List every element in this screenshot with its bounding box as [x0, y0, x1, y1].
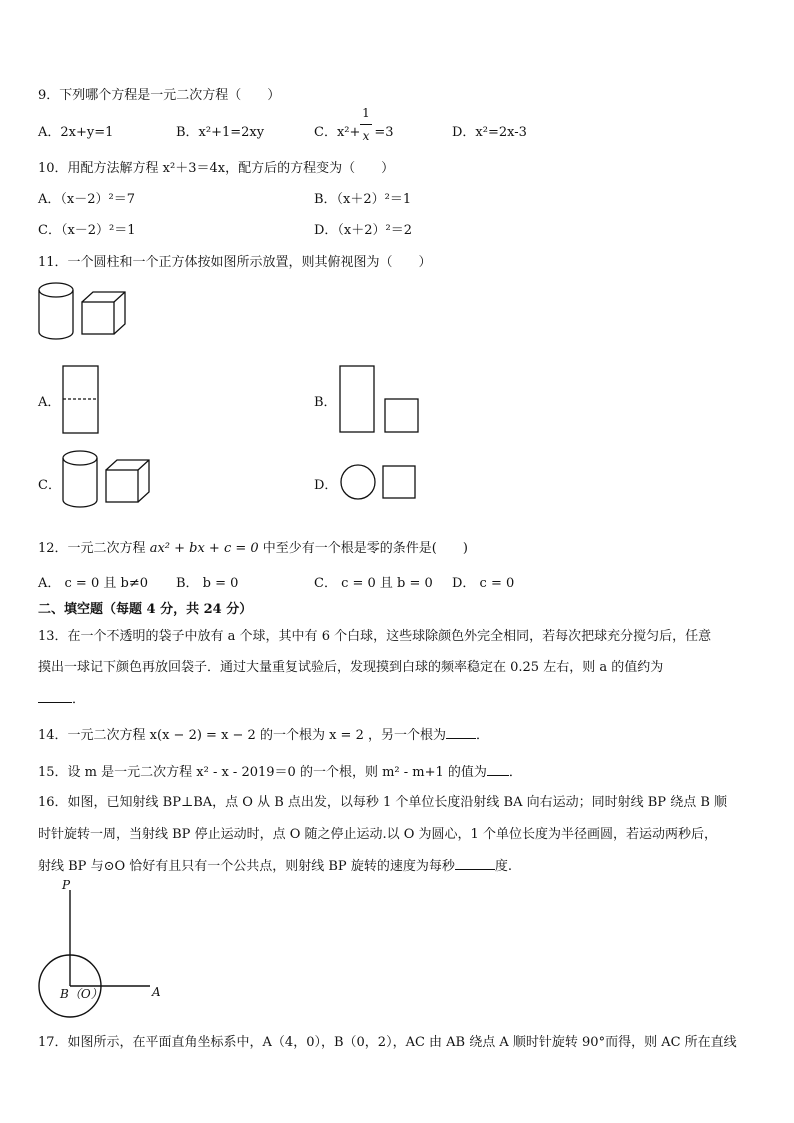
q11-option-a-label: A． [38, 395, 61, 410]
q11-option-b-label: B． [314, 395, 337, 410]
q9-fraction-bar [360, 124, 372, 125]
q16-figure-label-a: A [152, 985, 161, 999]
q10-stem: 10．用配方法解方程 x²＋3＝4x，配方后的方程变为（ ） [38, 161, 395, 176]
q15-text-main: 15．设 m 是一元二次方程 x² - x - 2019＝0 的一个根，则 m² - m+1 的值为 [38, 765, 487, 780]
q9-stem: 9．下列哪个方程是一元二次方程（ ） [38, 88, 281, 103]
q9-option-c-suffix: =3 [374, 125, 394, 140]
q12-stem-suffix: 中至少有一个根是零的条件是( ) [258, 541, 468, 556]
q11-option-d-figure [340, 464, 420, 504]
q11-option-d-label: D． [314, 478, 338, 493]
q13-line-3 [38, 688, 85, 707]
q16-line-2: 时针旋转一周，当射线 BP 停止运动时，点 O 随之停止运动.以 O 为圆心，1 个单位长度为半径画圆，若运动两秒后， [38, 827, 717, 842]
q9-fraction-numerator: 1 [362, 106, 370, 120]
q9-option-d: D．x²=2x-3 [452, 125, 527, 140]
q14-text [38, 724, 489, 743]
q10-option-b: B．（x＋2）²＝1 [314, 192, 412, 207]
q16-figure-ray-circle [38, 878, 178, 1028]
section-heading-fill-in: 二、填空题（每题 4 分，共 24 分） [38, 602, 253, 617]
q16-figure-label-p: P [62, 878, 71, 892]
q11-option-c-label: C． [38, 478, 61, 493]
q16-line-3-end: 度. [494, 859, 512, 874]
q12-equation: ax² + bx + c = 0 [149, 541, 259, 556]
q14-answer-blank [446, 724, 476, 739]
q12-option-c: C． c = 0 且 b = 0 [314, 576, 433, 591]
q15-answer-blank [487, 761, 509, 776]
q16-figure-label-b-o: B（O） [60, 987, 103, 1001]
q11-figure-cylinder-cube [36, 280, 136, 350]
q9-option-a: A．2x+y=1 [38, 125, 114, 140]
q12-option-d: D． c = 0 [452, 576, 515, 591]
q12-stem-prefix: 12．一元二次方程 [38, 541, 150, 556]
q12-stem [38, 537, 468, 556]
q9-option-c-prefix: C．x²+ [314, 125, 361, 140]
q14-text-main: 14．一元二次方程 x(x − 2) = x − 2 的一个根为 x = 2 ，另一个根为 [38, 728, 446, 743]
q16-line-3 [38, 855, 512, 874]
q13-answer-blank [38, 688, 72, 703]
q13-line-3-end: ． [72, 692, 86, 707]
q10-option-c: C．（x－2）²＝1 [38, 223, 136, 238]
q14-text-end: ． [475, 728, 489, 743]
q9-fraction-denominator: x [362, 129, 370, 143]
q9-option-b: B．x²+1=2xy [176, 125, 265, 140]
q11-stem: 11．一个圆柱和一个正方体按如图所示放置，则其俯视图为（ ） [38, 255, 432, 270]
q9-option-c [314, 121, 394, 140]
q15-text-end: ． [508, 765, 522, 780]
q11-option-a-figure [62, 365, 102, 435]
q15-text [38, 761, 522, 780]
q16-line-3-main: 射线 BP 与⊙O 恰好有且只有一个公共点，则射线 BP 旋转的速度为每秒 [38, 859, 455, 874]
q13-line-1: 13．在一个不透明的袋子中放有 a 个球，其中有 6 个白球，这些球除颜色外完全相同，若每次把球充分搅匀后，任意 [38, 629, 712, 644]
q12-option-a: A． c = 0 且 b≠0 [38, 576, 148, 591]
q13-line-2: 摸出一球记下颜色再放回袋子．通过大量重复试验后，发现摸到白球的频率稳定在 0.25 左右，则 a 的值约为 [38, 660, 664, 675]
q10-option-d: D．（x＋2）²＝2 [314, 223, 413, 238]
q17-line-1: 17．如图所示，在平面直角坐标系中，A（4，0），B（0，2），AC 由 AB 绕点 A 顺时针旋转 90°而得，则 AC 所在直线 [38, 1035, 737, 1050]
q11-option-b-figure [339, 365, 424, 435]
q11-option-c-figure [60, 448, 160, 518]
q12-option-b: B． b = 0 [176, 576, 239, 591]
q16-answer-blank [455, 855, 495, 870]
q16-line-1: 16．如图，已知射线 BP⊥BA，点 O 从 B 点出发，以每秒 1 个单位长度沿射线 BA 向右运动；同时射线 BP 绕点 B 顺 [38, 795, 728, 810]
q10-option-a: A．（x－2）²＝7 [38, 192, 135, 207]
